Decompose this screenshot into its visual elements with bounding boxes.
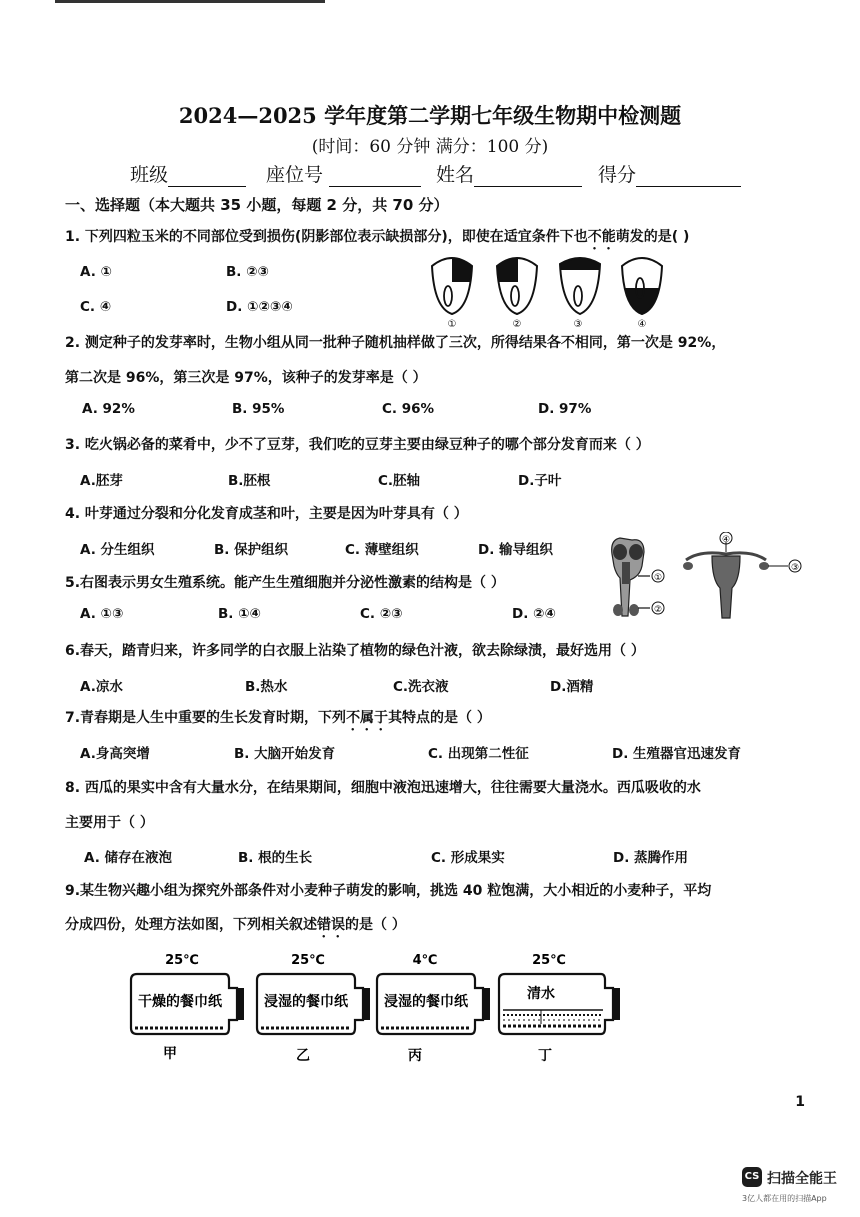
q7-option-b: B. 大脑开始发育: [234, 746, 336, 762]
repro-label-3: ③: [790, 563, 800, 573]
repro-label-4: ④: [721, 535, 731, 545]
exam-title: 2024—2025 学年度第二学期七年级生物期中检测题: [178, 103, 682, 128]
q1-option-b: B. ②③: [226, 264, 269, 280]
q5-stem: 5.右图表示男女生殖系统。能产生生殖细胞并分泌性激素的结构是（ ）: [65, 575, 505, 591]
q8-line2: 主要用于（ ）: [65, 815, 154, 831]
q7-option-a: A.身高突增: [80, 746, 150, 762]
q9-line1: 9.某生物兴趣小组为探究外部条件对小麦种子萌发的影响，挑选 40 粒饱满，大小相近的小麦种子，平均: [65, 883, 712, 899]
male-system-diagram: [612, 538, 644, 616]
wheat-germination-experiment: [125, 948, 635, 1068]
jar-ding: [499, 953, 620, 1064]
q7-stem: [65, 707, 491, 734]
q2-line2: 第二次是 96%，第三次是 97%，该种子的发芽率是（ ）: [65, 370, 427, 386]
q1-option-a: A. ①: [80, 264, 112, 280]
q4-option-b: B. 保护组织: [214, 542, 289, 558]
score-field: [598, 160, 741, 187]
q6-option-d: D.酒精: [550, 679, 594, 695]
female-system-diagram: [683, 553, 769, 618]
jar-yi-name: 乙: [296, 1048, 310, 1064]
q9-emphasis: 错误: [317, 917, 345, 933]
q2-option-c: C. 96%: [382, 401, 435, 417]
q8-option-a: A. 储存在液泡: [84, 850, 173, 866]
q8-option-c: C. 形成果实: [431, 850, 505, 866]
q1-stem-a: 1. 下列四粒玉米的不同部位受到损伤(阴影部位表示缺损部分)，即使在适宜条件下也: [65, 229, 588, 245]
jar-jia-content: 干燥的餐巾纸: [138, 994, 222, 1010]
scan-top-edge: [55, 0, 325, 3]
jar-jia-temp: 25℃: [165, 953, 199, 968]
q4-option-c: C. 薄壁组织: [345, 542, 419, 558]
jar-jia-name: 甲: [163, 1046, 177, 1062]
q6-stem: 6.春天，踏青归来，许多同学的白衣服上沾染了植物的绿色汁液，欲去除绿渍，最好选用（ ）: [65, 643, 645, 659]
name-label: 姓名: [436, 164, 475, 186]
q2-option-d: D. 97%: [538, 401, 592, 417]
q5-option-c: C. ②③: [360, 606, 403, 622]
q3-stem: 3. 吃火锅必备的菜肴中，少不了豆芽，我们吃的豆芽主要由绿豆种子的哪个部分发育而来（ ）: [65, 437, 650, 453]
corn-seed-3: [556, 248, 604, 314]
q8-option-b: B. 根的生长: [238, 850, 313, 866]
seed-label-3: ③: [573, 319, 583, 330]
jar-ding-temp: 25℃: [532, 953, 566, 968]
seed-label-4: ④: [637, 319, 647, 330]
q7-emphasis: 不属于: [346, 710, 389, 726]
jar-yi-temp: 25℃: [291, 953, 325, 968]
camscanner-logo-icon: CS: [742, 1167, 762, 1187]
corn-seed-1: [432, 248, 476, 314]
q5-option-d: D. ②④: [512, 606, 556, 622]
jar-yi-content: 浸湿的餐巾纸: [264, 994, 348, 1010]
page-number: 1: [795, 1094, 805, 1110]
q4-option-d: D. 输导组织: [478, 542, 554, 558]
q1-stem-b: 萌发的是( ): [615, 229, 690, 245]
camscanner-name: 扫描全能王: [767, 1171, 837, 1187]
q2-option-b: B. 95%: [232, 401, 285, 417]
score-label: 得分: [598, 164, 637, 186]
jar-ding-content: 清水: [527, 986, 555, 1002]
reproductive-system-figure: [600, 532, 805, 622]
q1-option-c: C. ④: [80, 299, 112, 315]
corn-seed-2: [494, 248, 537, 314]
q3-option-d: D.子叶: [518, 473, 562, 489]
seat-field: [266, 160, 421, 187]
seat-label: 座位号: [266, 164, 324, 186]
q2-option-a: A. 92%: [82, 401, 135, 417]
score-blank: [636, 166, 741, 187]
jar-jia: [131, 953, 244, 1062]
section-heading: 一、选择题（本大题共 35 小题，每题 2 分，共 70 分）: [65, 196, 449, 214]
q6-option-a: A.凉水: [80, 679, 123, 695]
jar-bing-temp: 4℃: [412, 953, 438, 968]
corn-seed-4: [618, 258, 666, 318]
corn-seeds-figure: [420, 248, 680, 330]
q9-line2-b: 的是（ ）: [345, 917, 406, 933]
q7-option-d: D. 生殖器官迅速发育: [612, 746, 742, 762]
q8-line1: 8. 西瓜的果实中含有大量水分，在结果期间，细胞中液泡迅速增大，往往需要大量浇水。西瓜吸收的水: [65, 780, 701, 796]
seed-label-1: ①: [447, 319, 457, 330]
jar-yi: [257, 953, 370, 1064]
class-blank: [168, 166, 246, 187]
q4-stem: 4. 叶芽通过分裂和分化发育成茎和叶，主要是因为叶芽具有（ ）: [65, 506, 468, 522]
q7-option-c: C. 出现第二性征: [428, 746, 529, 762]
q4-option-a: A. 分生组织: [80, 542, 155, 558]
q5-option-b: B. ①④: [218, 606, 261, 622]
jar-ding-name: 丁: [538, 1048, 552, 1064]
q8-option-d: D. 蒸腾作用: [613, 850, 689, 866]
jar-bing-name: 丙: [408, 1048, 422, 1064]
q6-option-c: C.洗衣液: [393, 679, 449, 695]
q3-option-b: B.胚根: [228, 473, 271, 489]
repro-label-1: ①: [653, 573, 663, 583]
class-field: [130, 160, 246, 187]
q5-option-a: A. ①③: [80, 606, 124, 622]
seat-blank: [329, 166, 421, 187]
jar-bing: [377, 953, 490, 1064]
name-field: [436, 160, 582, 187]
q3-option-c: C.胚轴: [378, 473, 421, 489]
camscanner-tagline: 3亿人都在用的扫描App: [742, 1194, 827, 1203]
q9-line2: [65, 914, 406, 941]
q6-option-b: B.热水: [245, 679, 288, 695]
name-blank: [474, 166, 582, 187]
q1-emphasis: 不能: [587, 229, 616, 245]
q7-stem-b: 其特点的是（ ）: [388, 710, 491, 726]
q7-stem-a: 7.青春期是人生中重要的生长发育时期，下列: [65, 710, 347, 726]
q1-option-d: D. ①②③④: [226, 299, 293, 315]
q9-line2-a: 分成四份，处理方法如图，下列相关叙述: [65, 917, 317, 933]
class-label: 班级: [130, 164, 169, 186]
exam-subtitle: (时间：60 分钟 满分：100 分): [311, 137, 549, 157]
q3-option-a: A.胚芽: [80, 473, 123, 489]
q2-line1: 2. 测定种子的发芽率时，生物小组从同一批种子随机抽样做了三次，所得结果各不相同，第一次是 92%，: [65, 335, 726, 351]
repro-label-2: ②: [653, 605, 663, 615]
jar-bing-content: 浸湿的餐巾纸: [384, 994, 468, 1010]
seed-label-2: ②: [512, 319, 522, 330]
